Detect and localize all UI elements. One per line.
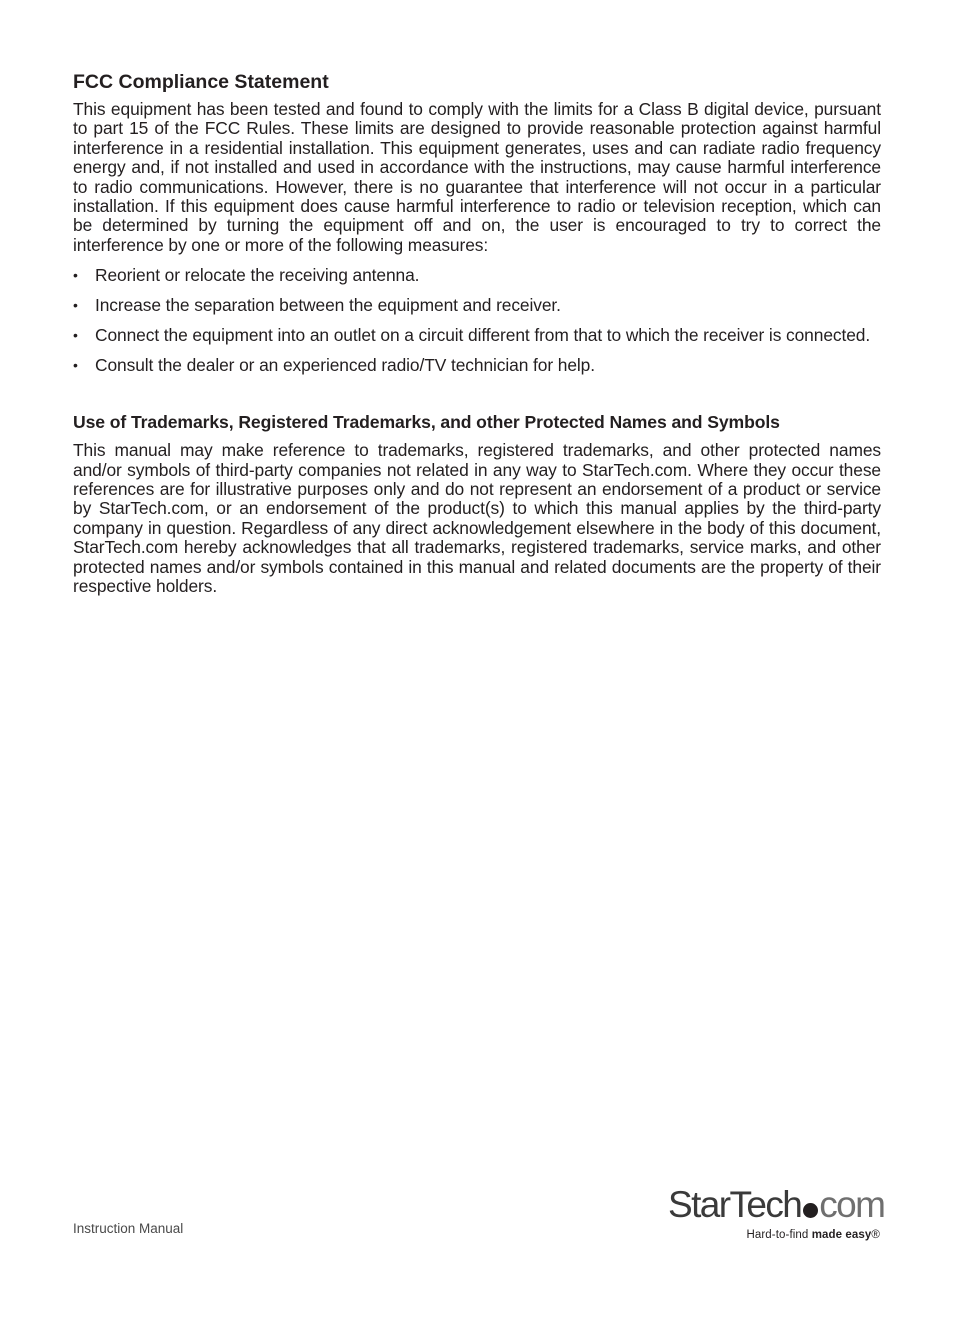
list-item bbox=[73, 295, 881, 316]
fcc-heading: FCC Compliance Statement bbox=[73, 71, 329, 93]
bullet-icon: • bbox=[73, 297, 78, 314]
tagline-bold: made easy bbox=[811, 1229, 872, 1241]
logo-dot-icon bbox=[803, 1203, 818, 1218]
measure-text: Connect the equipment into an outlet on a circuit different from that to which the receiver is connected. bbox=[95, 325, 871, 346]
list-item bbox=[73, 325, 881, 346]
trademarks-paragraph: This manual may make reference to trademarks, registered trademarks, and other protected names and/or symbols of third-party companies not related in any way to StarTech.com. Where they occur these references are for illustrative purposes only and do not represent an endorsement of a product or service by StarTech.com, or an endorsement of the product(s) to which this manual applies by the third-party company in question. Regardless of any direct acknowledgement elsewhere in the body of this document, StarTech.com hereby acknowledges that all trademarks, registered trademarks, service marks, and other protected names and/or symbols contained in this manual and related documents are the property of their respective holders. bbox=[73, 440, 881, 597]
tagline-light: Hard-to-find bbox=[746, 1229, 812, 1241]
fcc-measures-list bbox=[73, 265, 881, 376]
measure-text: Reorient or relocate the receiving antenna. bbox=[95, 265, 420, 286]
logo-com: com bbox=[819, 1184, 885, 1225]
fcc-paragraph: This equipment has been tested and found to comply with the limits for a Class B digital device, pursuant to part 15 of the FCC Rules. These limits are designed to provide reasonable protection against harmful interference in a residential installation. This equipment generates, uses and can radiate radio frequency energy and, if not installed and used in accordance with the instructions, may cause harmful interference to radio communications. However, there is no guarantee that interference will not occur in a particular installation. If this equipment does cause harmful interference to radio or television reception, which can be determined by turning the equipment off and on, the user is encouraged to try to correct the interference by one or more of the following measures: bbox=[73, 99, 881, 255]
footer-manual-label: Instruction Manual bbox=[73, 1221, 184, 1236]
bullet-icon: • bbox=[73, 357, 78, 374]
measure-text: Increase the separation between the equipment and receiver. bbox=[95, 295, 561, 316]
logo-name: StarTech bbox=[668, 1184, 802, 1225]
list-item bbox=[73, 265, 881, 286]
startech-logo bbox=[668, 1184, 885, 1249]
logo-wordmark bbox=[668, 1185, 884, 1225]
list-item bbox=[73, 355, 881, 376]
logo-tagline bbox=[746, 1229, 880, 1241]
measure-text: Consult the dealer or an experienced radio/TV technician for help. bbox=[95, 355, 595, 376]
tagline-registered-mark: ® bbox=[871, 1229, 880, 1241]
document-page bbox=[73, 70, 881, 597]
bullet-icon: • bbox=[73, 267, 78, 284]
bullet-icon: • bbox=[73, 327, 78, 344]
trademarks-heading: Use of Trademarks, Registered Trademarks, and other Protected Names and Symbols bbox=[73, 412, 780, 433]
